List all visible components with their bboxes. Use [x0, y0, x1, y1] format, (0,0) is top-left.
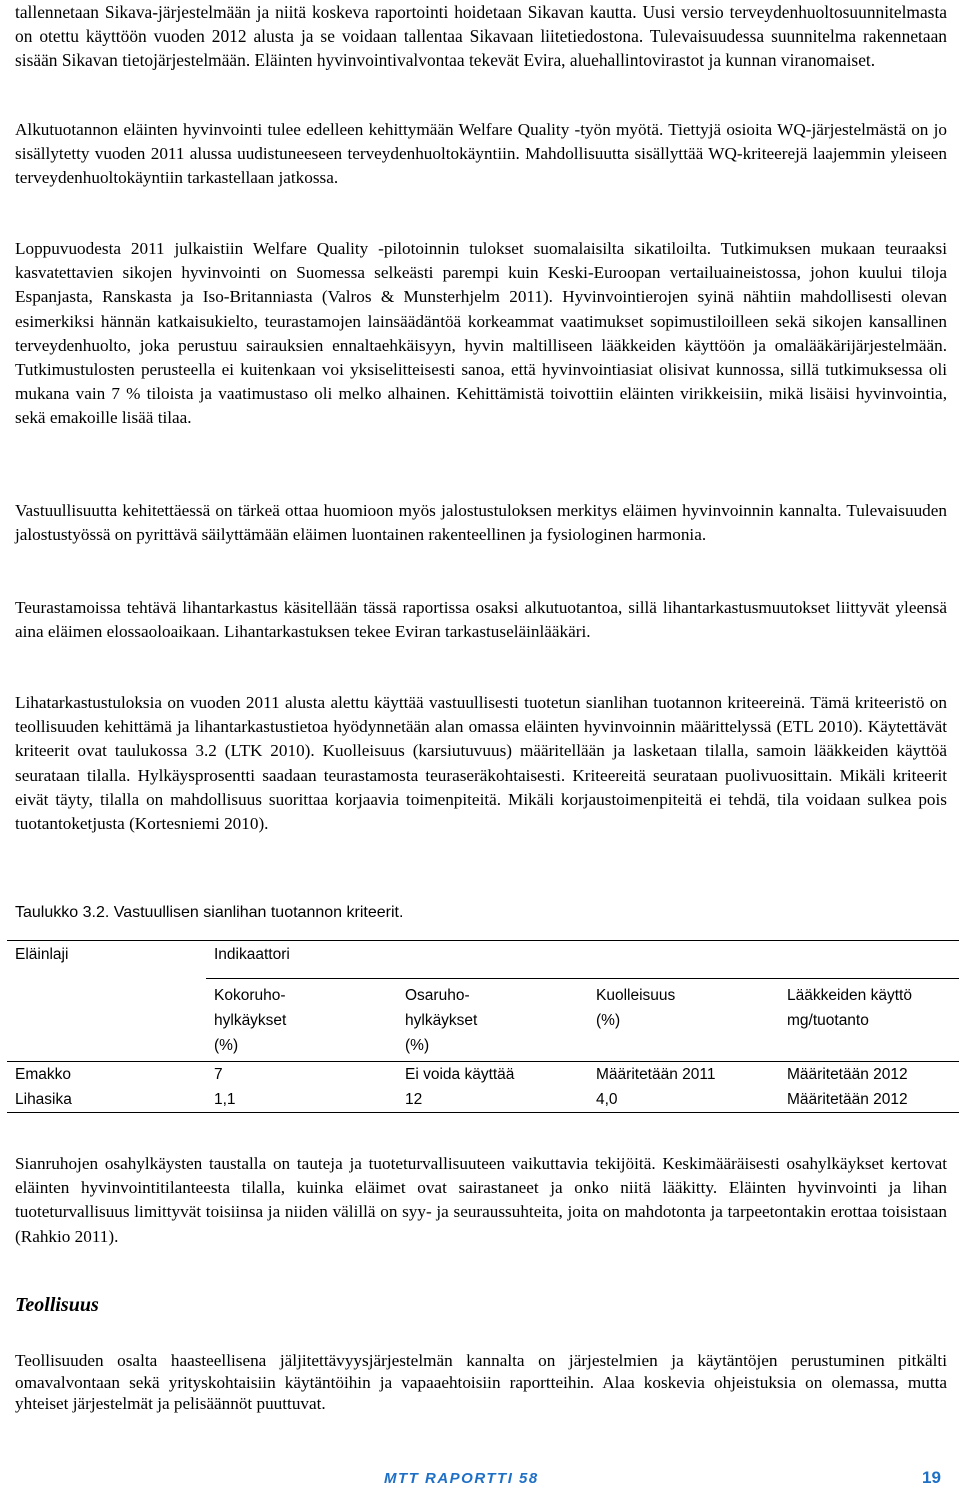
- paragraph-pilot-results: Loppuvuodesta 2011 julkaistiin Welfare Quality -pilotoinnin tulokset suomalaisilta sikatiloilta. Tutkimuksen mukaan teuraaksi kasvatettavien sikojen hyvinvointi on Suomessa selkeästi parempi kuin Keski-Euroopan vertailuaineistossa, johon kuului tiloja Espanjasta, Ranskasta ja Iso-Britanniasta (Valros & Munsterhjelm 2011). Hyvinvointierojen syinä nähtiin mahdollisesti olevan esimerkiksi hännän katkaisukielto, teurastamojen lainsäädäntöä korkeammat vaatimukset sopimustiloilleen sekä sikojen kansallinen terveydenhuolto, joka perustuu sairauksien ennaltaehkäisyyn, hyvin maltilliseen lääkkeiden käyttöön ja omalääkärijärjestelmään. Tutkimustulosten perusteella ei kuitenkaan voi yksiselitteisesti sanoa, että hyvinvointiasiat olisivat kunnossa, sillä tutkimuksessa oli mukana vain 7 % tiloista ja vaatimustaso oli melko alhainen. Kehittämistä toivottiin eläinten virikkeisiin, mikä lisäisi hyvinvointia, sekä emakoille lisää tilaa.: [15, 239, 947, 428]
- table-subheader-row: [7, 979, 959, 1062]
- header-mortality: Kuolleisuus (%): [596, 987, 676, 1029]
- paragraph-criteria: Lihatarkastustuloksia on vuoden 2011 alusta alettu käyttää vastuullisesti tuotetun sianlihan tuotannon kriteereinä. Tämä kriteeristö on teollisuuden kehittämä ja lihantarkastustietoa hyödynnetään alan omassa eläinten hyvinvoinnin määrittelyssä (ETL 2010). Käytettävät kriteerit ovat taulukossa 3.2 (LTK 2010). Kuolleisuus (karsiutuvuus) määritellään ja lasketaan tilalla, samoin lääkkeiden käyttöä seurataan tilalla. Hylkäysprosentti saadaan teurastamosta teuraseräkohtaisesti. Kriteereitä seurataan puolivuosittain. Mikäli kriteerit eivät täyty, tilalla on mahdollisuus suorittaa korjaavia toimenpiteitä. Mikäli korjaustoimenpiteitä ei tehdä, tila voidaan sulkea pois tuotantoketjusta (Kortesniemi 2010).: [15, 693, 947, 834]
- page-number: 19: [922, 1468, 941, 1487]
- col-species-header: Eläinlaji: [7, 941, 206, 979]
- table-header-row: [7, 941, 959, 979]
- paragraph-breeding: Vastuullisuutta kehitettäessä on tärkeä ottaa huomioon myös jalostustuloksen merkitys eläimen hyvinvoinnin kannalta. Tulevaisuuden jalostustyössä on pyrittävä säilyttämään eläimen luontainen rakenteellinen ja fysiologinen harmonia.: [15, 501, 947, 545]
- paragraph-sikava-reporting: tallennetaan Sikava-järjestelmään ja niitä koskeva raportointi hoidetaan Sikavan kautta. Uusi versio terveydenhuoltosuunnitelmasta on otettu käyttöön vuoden 2012 alusta ja se voidaan tallentaa Sikavaan liitetiedostona. Tulevaisuudessa suunnitelma rakennetaan sisään Sikavan tietojärjestelmään. Eläinten hyvinvointivalvontaa tekevät Evira, aluehallintovirastot ja kunnan viranomaiset.: [15, 2, 947, 71]
- table-caption: Taulukko 3.2. Vastuullisen sianlihan tuotannon kriteerit.: [15, 904, 404, 921]
- header-whole-carcass: Kokoruho- hylkäykset (%): [214, 987, 287, 1054]
- paragraph-welfare-quality: Alkutuotannon eläinten hyvinvointi tulee edelleen kehittymään Welfare Quality -työn myötä. Tiettyjä osioita WQ-järjestelmästä on jo sisällytetty vuoden 2011 alussa uudistuneeseen terveydenhuoltokäyntiin. Mahdollisuutta sisällyttää WQ-kriteerejä laajemmin yleiseen terveydenhuoltokäyntiin tarkastellaan jatkossa.: [15, 120, 947, 188]
- header-medicine-use: Lääkkeiden käyttö mg/tuotanto: [787, 987, 912, 1029]
- paragraph-meat-inspection: Teurastamoissa tehtävä lihantarkastus käsitellään tässä raportissa osaksi alkutuotantoa, sillä lihantarkastusmuutokset liittyvät yleensä aina eläimen elossaoloaikaan. Lihantarkastuksen tekee Eviran tarkastuseläinlääkäri.: [15, 598, 947, 642]
- criteria-table: [7, 940, 959, 1113]
- paragraph-partial-condemnations: Sianruhojen osahylkäysten taustalla on tauteja ja tuoteturvallisuuteen vaikuttavia tekijöitä. Keskimääräisesti osahylkäykset kertovat eläinten hyvinvointitilanteesta tilalla, kuinka eläimet ovat sairastaneet ja onko niitä lääkitty. Eläinten hyvinvointi ja lihan tuoteturvallisuus limittyvät toisiinsa ja niiden välillä on syy- ja seuraussuhteita, joita on mahdotonta ja tarpeetontakin erottaa toisistaan (Rahkio 2011).: [15, 1154, 947, 1246]
- footer-series-logo: MTT RAPORTTI 58: [384, 1470, 539, 1487]
- col-indicator-header: Indikaattori: [206, 941, 959, 979]
- table-row: Lihasika 1,1 12 4,0 Määritetään 2012: [7, 1087, 959, 1113]
- table-row: Emakko 7 Ei voida käyttää Määritetään 2011 Määritetään 2012: [7, 1062, 959, 1088]
- header-partial-carcass: Osaruho- hylkäykset (%): [405, 987, 478, 1054]
- paragraph-industry: Teollisuuden osalta haasteellisena jäljitettävyysjärjestelmän kannalta on järjestelmien ja käytäntöjen perustuminen pitkälti omavalvontaan sekä yrityskohtaisiin käytäntöihin ja vapaaehtoisiin raportteihin. Alaa koskevia ohjeistuksia on olemassa, mutta yhteiset järjestelmät ja pelisäännöt puuttuvat.: [15, 1351, 947, 1413]
- section-heading-industry: Teollisuus: [15, 1294, 99, 1316]
